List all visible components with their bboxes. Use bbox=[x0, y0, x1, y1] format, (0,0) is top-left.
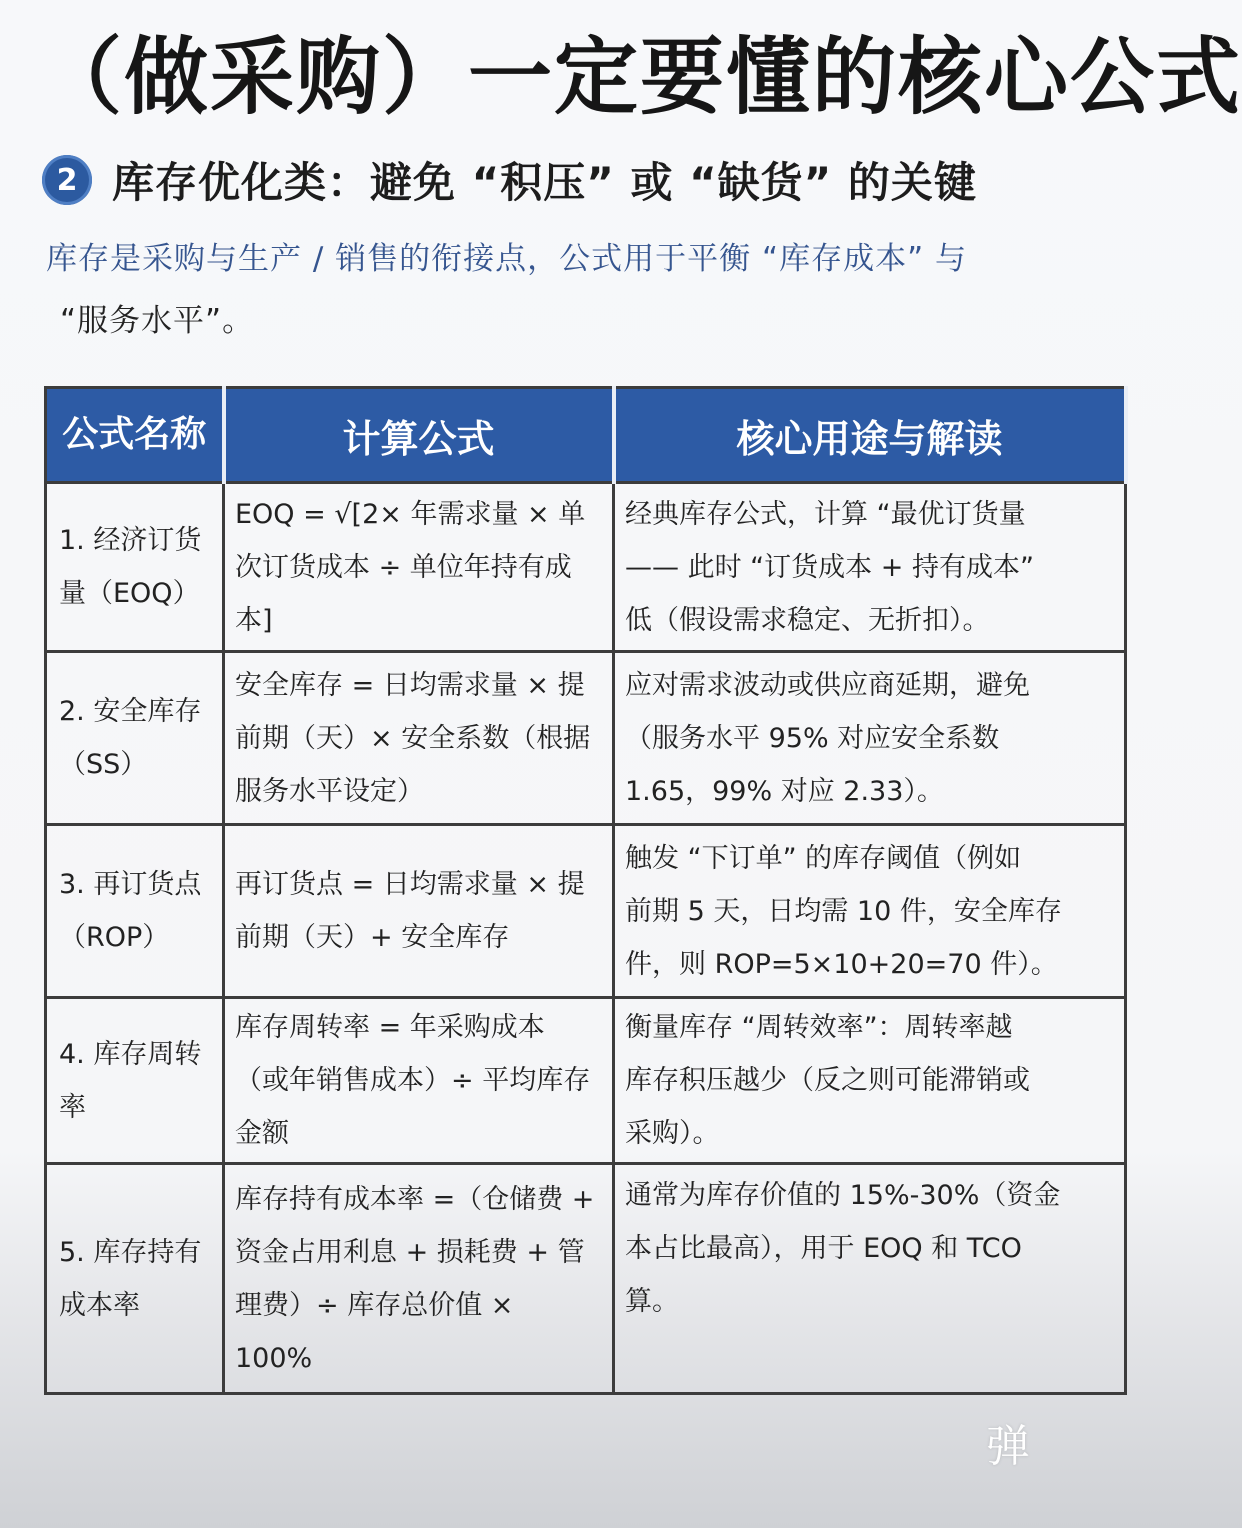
section-number-badge: 2 bbox=[42, 155, 92, 205]
usage-line: （服务水平 95% 对应安全系数 bbox=[625, 722, 1000, 754]
row-name: 2. 安全库存（SS） bbox=[46, 652, 224, 825]
usage-line: 本占比最高），用于 EOQ 和 TCO bbox=[625, 1233, 1022, 1264]
table-row bbox=[46, 825, 1126, 998]
row-name: 4. 库存周转率 bbox=[46, 998, 224, 1164]
table-header-row bbox=[46, 388, 1126, 483]
usage-line: 1.65，99% 对应 2.33）。 bbox=[625, 775, 944, 807]
usage-line: —— 此时 “订货成本 + 持有成本” bbox=[625, 551, 1034, 583]
usage-line: 采购）。 bbox=[625, 1118, 720, 1149]
table-row bbox=[46, 1164, 1126, 1394]
header-formula-name: 公式名称 bbox=[46, 388, 224, 483]
main-title: （做采购）一定要懂的核心公式 bbox=[38, 28, 1242, 126]
intro-line-1: 库存是采购与生产 / 销售的衔接点，公式用于平衡 “库存成本” 与 bbox=[46, 241, 967, 277]
section-heading bbox=[42, 150, 977, 210]
intro-line-2: “服务水平”。 bbox=[60, 303, 255, 339]
usage-line: 触发 “下订单” 的库存阈值（例如 bbox=[625, 842, 1022, 874]
table-row bbox=[46, 483, 1126, 652]
usage-line: 经典库存公式，计算 “最优订货量 bbox=[625, 498, 1026, 530]
usage-line: 应对需求波动或供应商延期，避免 bbox=[625, 669, 1030, 701]
usage-line: 通常为库存价值的 15%-30%（资金 bbox=[625, 1180, 1061, 1211]
danmu-toggle-icon[interactable]: 弹 bbox=[986, 1421, 1030, 1472]
row-formula: EOQ = √[2× 年需求量 × 单次订货成本 ÷ 单位年持有成本] bbox=[224, 483, 614, 652]
table-row bbox=[46, 652, 1126, 825]
row-formula: 库存持有成本率 =（仓储费 + 资金占用利息 + 损耗费 + 管理费）÷ 库存总价值 × 100% bbox=[224, 1164, 614, 1394]
row-usage bbox=[614, 825, 1126, 998]
row-usage bbox=[614, 652, 1126, 825]
section-title: 库存优化类：避免 “积压” 或 “缺货” 的关键 bbox=[112, 158, 977, 207]
usage-line: 库存积压越少（反之则可能滞销或 bbox=[625, 1065, 1030, 1096]
table-row bbox=[46, 998, 1126, 1164]
header-formula: 计算公式 bbox=[224, 388, 614, 483]
usage-line: 低（假设需求稳定、无折扣）。 bbox=[625, 604, 990, 636]
row-formula: 库存周转率 = 年采购成本（或年销售成本）÷ 平均库存金额 bbox=[224, 998, 614, 1164]
row-name: 1. 经济订货量（EOQ） bbox=[46, 483, 224, 652]
usage-line: 衡量库存 “周转效率”：周转率越 bbox=[625, 1012, 1013, 1043]
row-name: 3. 再订货点（ROP） bbox=[46, 825, 224, 998]
row-formula: 再订货点 = 日均需求量 × 提前期（天）+ 安全库存 bbox=[224, 825, 614, 998]
usage-line: 前期 5 天，日均需 10 件，安全库存 bbox=[625, 895, 1062, 927]
row-formula: 安全库存 = 日均需求量 × 提前期（天）× 安全系数（根据服务水平设定） bbox=[224, 652, 614, 825]
row-usage bbox=[614, 998, 1126, 1164]
row-name: 5. 库存持有成本率 bbox=[46, 1164, 224, 1394]
row-usage bbox=[614, 1164, 1126, 1394]
row-usage bbox=[614, 483, 1126, 652]
usage-line: 件，则 ROP=5×10+20=70 件）。 bbox=[625, 948, 1058, 980]
usage-line: 算。 bbox=[625, 1286, 679, 1317]
header-usage: 核心用途与解读 bbox=[614, 388, 1126, 483]
intro-paragraph bbox=[46, 228, 1056, 352]
formula-table bbox=[44, 386, 1128, 1395]
